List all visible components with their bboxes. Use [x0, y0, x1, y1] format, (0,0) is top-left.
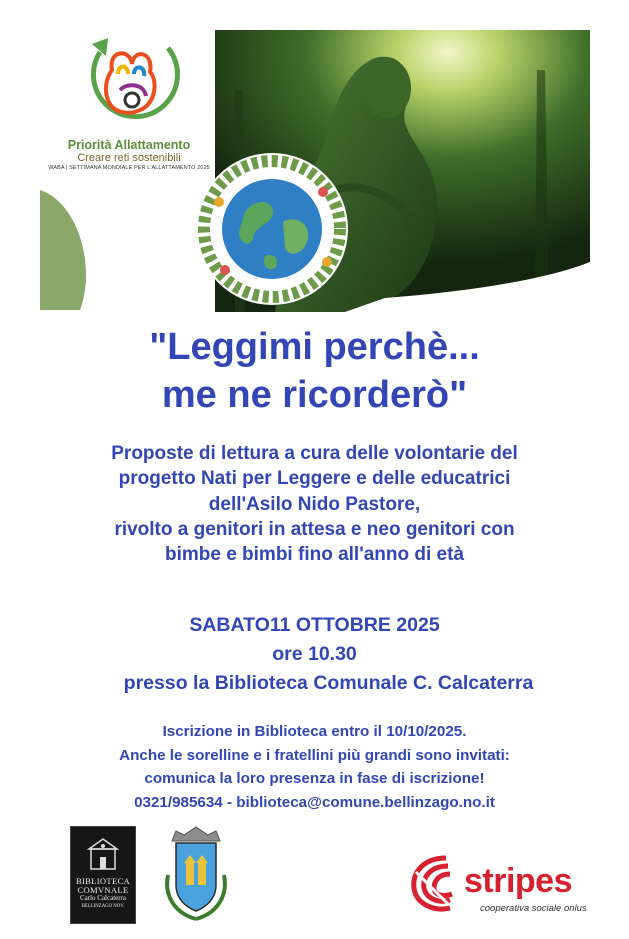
logo-title: Priorità Allattamento [67, 138, 191, 152]
desc-line: Proposte di lettura a cura delle volontarie del [111, 443, 518, 464]
event-date: SABATO11 OTTOBRE 2025 [189, 614, 440, 636]
earth-globe-icon [195, 152, 349, 306]
stripes-subtitle: cooperativa sociale onlus [480, 903, 587, 914]
hero-banner [0, 0, 629, 315]
desc-line: dell'Asilo Nido Pastore, [208, 493, 421, 515]
event-place: presso la Biblioteca Comunale C. Calcaterra [123, 672, 534, 694]
desc-line: bimbe e bimbi fino all'anno di età [164, 544, 465, 566]
priorita-allattamento-logo [48, 30, 210, 180]
info-line: comunica la loro presenza in fase di iscrizione! [144, 770, 485, 787]
info-line: Anche le sorelline e i fratellini più grandi sono invitati: [119, 746, 510, 764]
registration-info [0, 720, 629, 814]
event-description [0, 441, 629, 567]
desc-line: rivolto a genitori in attesa e neo genitori con [114, 518, 515, 540]
event-schedule [0, 611, 629, 698]
bellinzago-coat-of-arms-icon [160, 825, 232, 923]
event-time: ore 10.30 [272, 643, 357, 665]
desc-line: progetto Nati per Leggere e delle educatrici [118, 468, 511, 490]
logo-subtitle: Creare reti sostenibili [77, 152, 181, 164]
info-line: Iscrizione in Biblioteca entro il 10/10/2025. [162, 723, 467, 740]
breastfeeding-logo-icon [48, 30, 210, 138]
library-emblem-icon [85, 835, 121, 873]
title-line-2: me ne ricorderò" [161, 374, 468, 416]
logo-tagline: WABA | SETTIMANA MONDIALE PER L'ALLATTAMENTO 2025 [48, 165, 210, 171]
stripes-logo [408, 850, 598, 920]
title-line-1: "Leggimi perchè... [149, 326, 480, 368]
event-title [0, 323, 629, 419]
stripes-name: stripes [464, 862, 572, 900]
green-arc-decoration [40, 180, 86, 310]
biblioteca-comunale-logo [70, 826, 136, 924]
library-logo-text: BIBLIOTECA COMVNALE Carlo Calcaterra BELLINZAGO NOV. [75, 876, 131, 909]
contact-line[interactable]: 0321/985634 - biblioteca@comune.bellinzago.no.it [134, 793, 495, 811]
